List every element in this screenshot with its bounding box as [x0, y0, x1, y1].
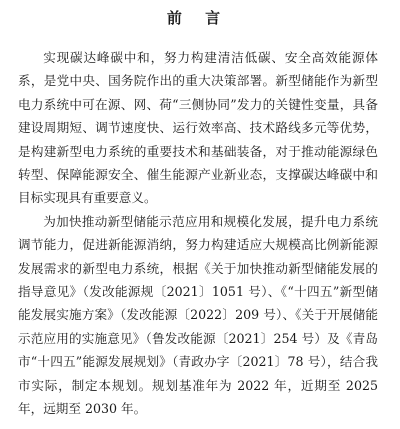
document-title: 前 言 [166, 9, 230, 27]
paragraph-1: 实现碳达峰碳中和，努力构建清洁低碳、安全高效能源体系，是党中央、国务院作出的重大决策部署。新型储能作为新型电力系统中可在源、网、荷“三侧协同”发力的关键性变量，具备建设周期短、调节速度快、运行效率高、技术路线多元等优势，是构建新型电力系统的重要技术和基础装备，对于推动能源绿色转型、保障能源安全、催生能源产业新业态，支撑碳达峰碳中和目标实现具有重要意义。 [18, 50, 378, 206]
paragraph-2: 为加快推动新型储能示范应用和规模化发展，提升电力系统调节能力，促进新能源消纳，努力构建适应大规模高比例新能源发展需求的新型电力系统，根据《关于加快推动新型储能发展的指导意见》（发改能源规〔2021〕1051 号）、《“十四五”新型储能发展实施方案》（发改能源〔2022〕209 号）、《关于开展储能示范应用的实施意见》（鲁发改能源〔2021〕254 号）及《青岛市“十四五”能源发展规划》（青政办字〔2021〕78 号），结合我市实际，制定本规划。规划基准年为 2022 年，近期至 2025 年，远期至 2030 年。 [18, 213, 378, 417]
